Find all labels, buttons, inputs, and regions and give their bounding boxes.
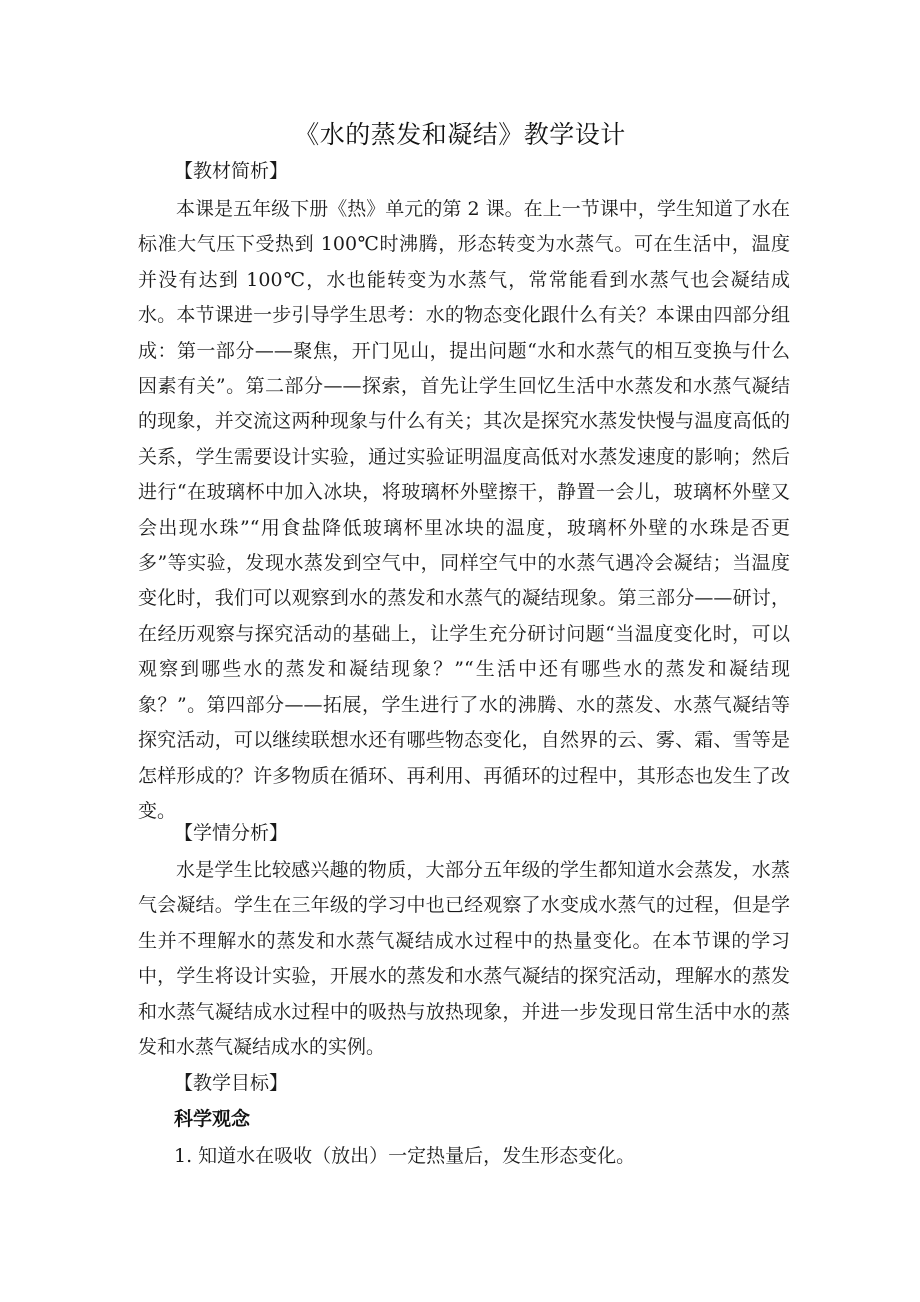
section-heading-textbook: 【教材简析】 <box>174 160 289 182</box>
paragraph-textbook: 本课是五年级下册《热》单元的第 2 课。在上一节课中，学生知道了水在标准大气压下受热到 100℃时沸腾，形态转变为水蒸气。可在生活中，温度并没有达到 100℃，水也能转变为水蒸气，常常能看到水蒸气也会凝结成水。本节课进一步引导学生思考：水的物态变化跟什么有关？本课由四部分组成：第一部分——聚焦，开门见山，提出问题“水和水蒸气的相互变换与什么因素有关”。第二部分——探索，首先让学生回忆生活中水蒸发和水蒸气凝结的现象，并交流这两种现象与什么有关；其次是探究水蒸发快慢与温度高低的关系，学生需要设计实验，通过实验证明温度高低对水蒸发速度的影响；然后进行“在玻璃杯中加入冰块，将玻璃杯外壁擦干，静置一会儿，玻璃杯外壁又会出现水珠”“用食盐降低玻璃杯里冰块的温度，玻璃杯外壁的水珠是否更多”等实验，发现水蒸发到空气中，同样空气中的水蒸气遇冷会凝结；当温度变化时，我们可以观察到水的蒸发和水蒸气的凝结现象。第三部分——研讨，在经历观察与探究活动的基础上，让学生充分研讨问题“当温度变化时，可以观察到哪些水的蒸发和凝结现象？”“生活中还有哪些水的蒸发和凝结现象？”。第四部分——拓展，学生进行了水的沸腾、水的蒸发、水蒸气凝结等探究活动，可以继续联想水还有哪些物态变化，自然界的云、雾、霜、雪等是怎样形成的？许多物质在循环、再利用、再循环的过程中，其形态也发生了改变。 <box>138 198 790 822</box>
section-heading-goals: 【教学目标】 <box>174 1072 289 1094</box>
section-heading-students: 【学情分析】 <box>174 822 289 844</box>
document-title: 《水的蒸发和凝结》教学设计 <box>294 120 626 149</box>
section-body-students <box>138 853 790 1065</box>
goals-item-1: 1. 知道水在吸收（放出）一定热量后，发生形态变化。 <box>174 1145 636 1167</box>
goals-subheading-science-concept: 科学观念 <box>174 1108 251 1130</box>
section-body-textbook <box>138 192 790 829</box>
paragraph-students: 水是学生比较感兴趣的物质，大部分五年级的学生都知道水会蒸发，水蒸气会凝结。学生在三年级的学习中也已经观察了水变成水蒸气的过程，但是学生并不理解水的蒸发和水蒸气凝结成水过程中的热量变化。在本节课的学习中，学生将设计实验，开展水的蒸发和水蒸气凝结的探究活动，理解水的蒸发和水蒸气凝结成水过程中的吸热与放热现象，并进一步发现日常生活中水的蒸发和水蒸气凝结成水的实例。 <box>138 859 790 1059</box>
